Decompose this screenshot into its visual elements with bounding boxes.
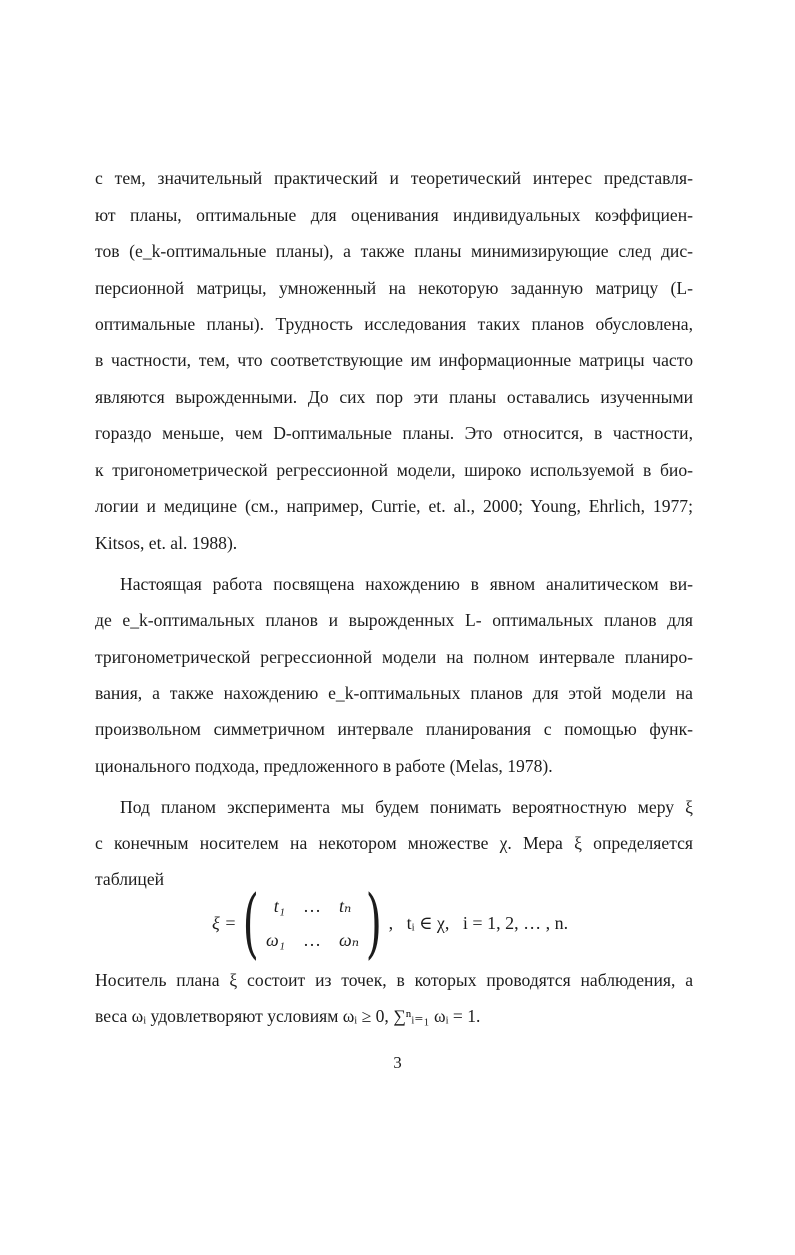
left-paren: ( [243,878,260,967]
paragraph4-line-1: Носитель плана ξ состоит из точек, в которых проводятся наблюдения, а [95,970,693,990]
paragraph1-line-5: оптимальные планы). Трудность исследования таких планов обусловлена, [95,314,693,334]
paragraph2-line-5: произвольном симметричном интервале планирования с помощью функ- [95,719,693,739]
paragraph2-line-6: ционального подхода, предложенного в работе (Melas, 1978). [95,756,553,776]
matrix-row-2 [266,923,359,957]
paragraph1-line-4: персионной матрицы, умноженный на некоторую заданную матрицу (L- [95,278,693,298]
paragraph1-line-10: логии и медицине (см., например, Currie, et. al., 2000; Young, Ehrlich, 1977; [95,496,693,516]
paragraph3-line-2: с конечным носителем на некотором множестве χ. Мера ξ определяется [95,833,693,853]
matrix-cell: … [302,895,321,916]
paragraph1-line-2: ют планы, оптимальные для оценивания индивидуальных коэффициен- [95,205,693,225]
formula-rhs: , tᵢ ∈ χ, i = 1, 2, … , n. [388,912,569,933]
paragraph1-line-8: гораздо меньше, чем D-оптимальные планы. Это относится, в частности, [95,423,693,443]
paragraph1-line-3: тов (e_k-оптимальные планы), а также планы минимизирующие след дис- [95,241,693,261]
matrix-cell: t₁ [273,895,285,916]
paragraph2-line-3: тригонометрической регрессионной модели на полном интервале планиро- [95,647,693,667]
matrix-cell: … [302,929,321,950]
matrix-cell: ω₁ [266,929,285,950]
matrix-cell: tₙ [338,895,352,916]
matrix-cell: ωₙ [338,929,359,950]
plan-formula [212,878,569,967]
paragraph1-line-6: в частности, тем, что соответствующие им информационные матрицы часто [95,350,693,370]
paragraph4-line-2: веса ωᵢ удовлетворяют условиям ωᵢ ≥ 0, ∑ⁿᵢ₌₁ ωᵢ = 1. [95,1006,481,1026]
paragraph2-line-4: вания, а также нахождению e_k-оптимальных планов для этой модели на [95,683,693,703]
paragraph3-line-3: таблицей [95,869,165,889]
formula-matrix [266,889,359,957]
right-paren: ) [365,878,382,967]
paragraph1-line-7: являются вырожденными. До сих пор эти планы оставались изученными [95,387,693,407]
page-number: 3 [393,1053,402,1072]
paragraph2-line-2: де e_k-оптимальных планов и вырожденных L- оптимальных планов для [95,610,693,630]
paragraph1-line-9: к тригонометрической регрессионной модели, широко используемой в био- [95,460,693,480]
paragraph3-line-1: Под планом эксперимента мы будем понимать вероятностную меру ξ [120,797,693,817]
paragraph1-line-11: Kitsos, et. al. 1988). [95,533,238,553]
paragraph1-line-1: с тем, значительный практический и теоретический интерес представля- [95,168,693,188]
matrix-row-1 [266,889,359,923]
paragraph2-line-1: Настоящая работа посвящена нахождению в явном аналитическом ви- [120,574,693,594]
formula-lhs: ξ = [212,912,237,933]
